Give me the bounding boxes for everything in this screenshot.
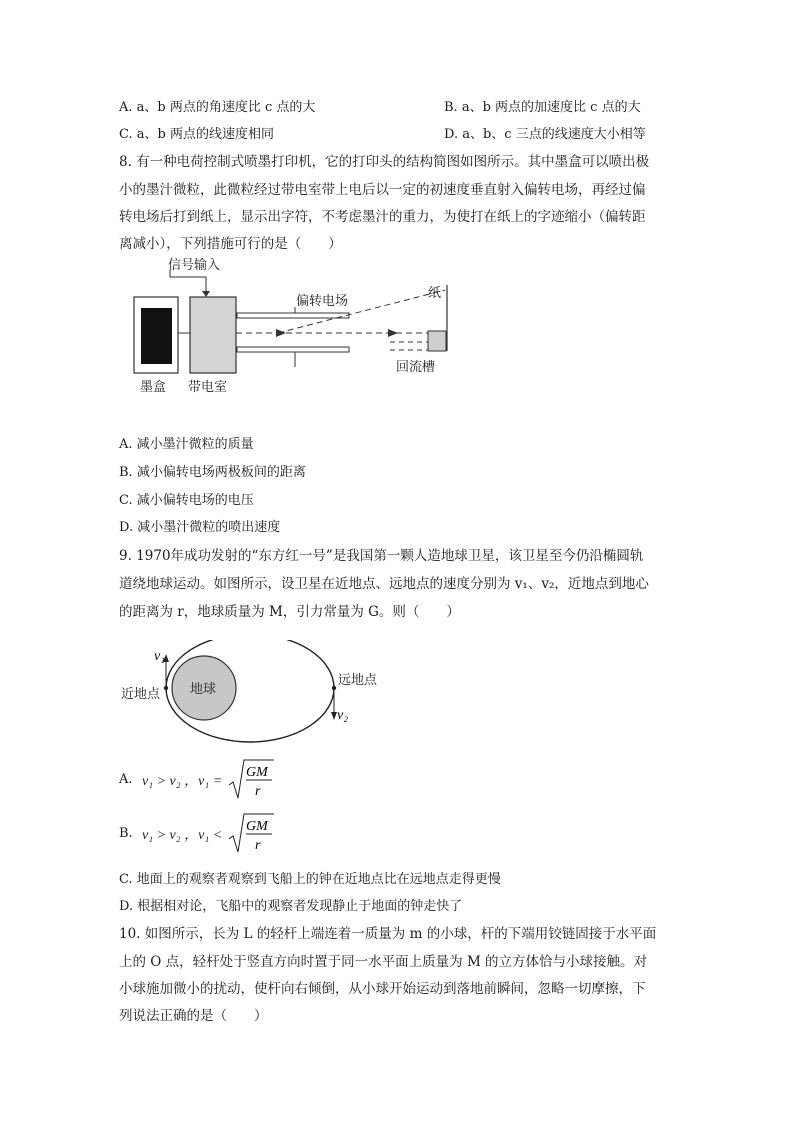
upper-plate xyxy=(237,313,349,318)
q8-stem-line3: 转电场后打到纸上，显示出字符，不考虑墨汁的重力，为使打在纸上的字迹缩小（偏转距 xyxy=(119,209,646,225)
apogee-label: 远地点 xyxy=(338,673,378,688)
q9-stem-line1: 9. 1970年成功发射的“东方红一号”是我国第一颗人造地球卫星，该卫星至今仍沿椭圆轨 xyxy=(119,548,644,564)
sqrt-gm-over-r-b xyxy=(228,811,276,857)
orbit-diagram xyxy=(118,640,398,755)
q10-stem-line2: 上的 O 点，轻杆处于竖直方向时置于同一水平面上质量为 M 的立方体恰与小球接触。对 xyxy=(119,954,648,970)
q7-option-b: B. a、b 两点的加速度比 c 点的大 xyxy=(444,100,641,115)
q10-stem-line4: 列说法正确的是（ ） xyxy=(119,1008,268,1024)
r-denominator-b: r xyxy=(255,838,261,853)
signal-input-arrow xyxy=(170,277,206,295)
gutter-label: 回流槽 xyxy=(396,360,436,375)
q9-option-c: C. 地面上的观察者观察到飞船上的钟在近地点比在远地点走得更慢 xyxy=(119,872,501,887)
paper-label: 纸 xyxy=(428,286,442,301)
printer-diagram xyxy=(120,255,460,400)
q8-option-a: A. 减小墨汁微粒的质量 xyxy=(119,437,254,452)
gm-numerator-b: GM xyxy=(246,819,268,834)
q8-option-d: D. 减小墨汁微粒的喷出速度 xyxy=(119,520,281,535)
q9-option-b-expr: v₁ > v₂ ，v₁ < xyxy=(142,828,223,843)
q7-option-d: D. a、b、c 三点的线速度大小相等 xyxy=(444,127,646,142)
sqrt-gm-over-r-a xyxy=(228,757,276,803)
q9-option-a-prefix: A. xyxy=(119,772,133,787)
v1-label: v₁ xyxy=(154,649,166,664)
perigee-label: 近地点 xyxy=(121,687,161,702)
q9-option-d: D. 根据相对论，飞船中的观察者发现静止于地面的钟走快了 xyxy=(119,899,463,914)
gutter xyxy=(428,331,446,351)
earth-label: 地球 xyxy=(190,682,217,697)
gm-numerator-a: GM xyxy=(246,765,268,780)
ink-box-core xyxy=(141,308,172,364)
signal-input-label: 信号输入 xyxy=(168,258,221,273)
charge-room xyxy=(190,297,236,373)
q8-option-b: B. 减小偏转电场两极板间的距离 xyxy=(119,465,306,480)
ink-box-label: 墨盒 xyxy=(140,380,167,395)
q8-option-c: C. 减小偏转电场的电压 xyxy=(119,493,254,508)
q8-stem-line4: 离减小），下列措施可行的是（ ） xyxy=(119,236,342,252)
q9-option-b-prefix: B. xyxy=(119,826,133,841)
q9-stem-line3: 的距离为 r，地球质量为 M，引力常量为 G。则（ ） xyxy=(119,604,460,620)
lower-plate xyxy=(237,347,349,352)
q9-option-a-expr: v₁ > v₂ ，v₁ = xyxy=(142,774,223,789)
q7-option-c: C. a、b 两点的线速度相同 xyxy=(119,127,274,142)
q10-stem-line1: 10. 如图所示，长为 L 的轻杆上端连着一质量为 m 的小球，杆的下端用铰链固接于水平面 xyxy=(119,926,657,942)
q8-stem-line1: 8. 有一种电荷控制式喷墨打印机，它的打印头的结构简图如图所示。其中墨盒可以喷出极 xyxy=(119,154,650,170)
r-denominator-a: r xyxy=(255,784,261,799)
q10-stem-line3: 小球施加微小的扰动，使杆向右倾倒，从小球开始运动到落地前瞬间，忽略一切摩擦，下 xyxy=(119,981,646,997)
charge-room-label: 带电室 xyxy=(188,380,228,395)
q8-stem-line2: 小的墨汁微粒，此微粒经过带电室带上电后以一定的初速度垂直射入偏转电场，再经过偏 xyxy=(119,182,646,198)
deflection-field-label: 偏转电场 xyxy=(296,294,349,309)
q9-stem-line2: 道绕地球运动。如图所示，设卫星在近地点、远地点的速度分别为 v₁、v₂，近地点到地心 xyxy=(119,576,649,592)
q7-option-a: A. a、b 两点的角速度比 c 点的大 xyxy=(119,100,316,115)
v2-label: v₂ xyxy=(337,708,349,723)
